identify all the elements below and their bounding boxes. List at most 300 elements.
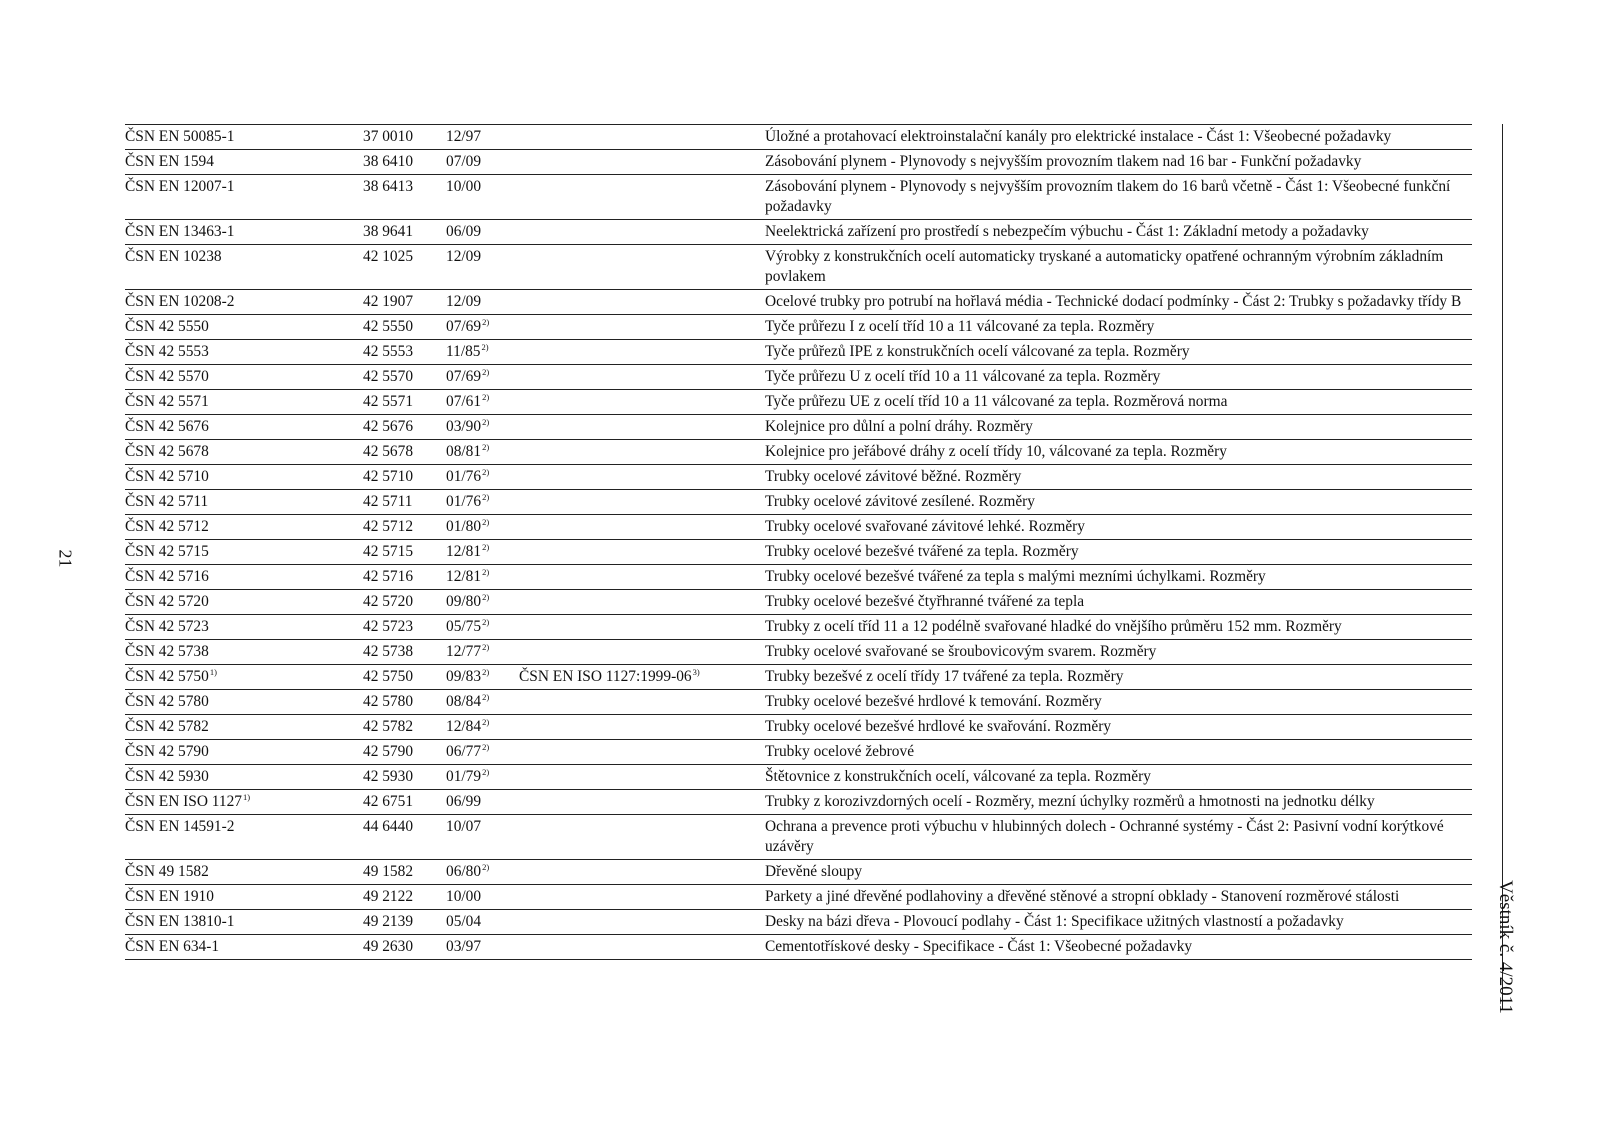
journal-title: Věstník č. 4/2011 <box>1495 880 1516 1014</box>
replaced-by <box>519 590 765 615</box>
footnote-marker: 2) <box>482 317 490 327</box>
standards-table <box>125 124 1472 960</box>
class-number-text: 42 5553 <box>363 343 414 360</box>
issue-date-text: 12/84 <box>446 718 482 735</box>
issue-date-text: 01/80 <box>446 518 482 535</box>
issue-date-text: 12/97 <box>446 128 482 145</box>
footnote-marker: 2) <box>482 467 490 477</box>
class-number-text: 42 1907 <box>363 293 414 310</box>
standard-title <box>765 790 1472 815</box>
standard-title <box>765 815 1472 860</box>
standard-title <box>765 175 1472 220</box>
replaced-by <box>519 365 765 390</box>
footnote-marker: 2) <box>482 742 490 752</box>
table-row <box>125 440 1472 465</box>
standard-code-text: ČSN 42 5790 <box>125 743 209 760</box>
page-number: 21 <box>55 549 76 568</box>
class-number <box>363 390 446 415</box>
standard-code <box>125 815 363 860</box>
standard-title-text: Tyče průřezů IPE z konstrukčních ocelí válcované za tepla. Rozměry <box>765 343 1190 360</box>
issue-date <box>446 365 519 390</box>
class-number-text: 42 5750 <box>363 668 414 685</box>
class-number-text: 38 6413 <box>363 178 414 195</box>
class-number <box>363 885 446 910</box>
standard-code-text: ČSN EN 1594 <box>125 153 214 170</box>
standard-code-text: ČSN EN 13810-1 <box>125 913 235 930</box>
standard-title <box>765 415 1472 440</box>
standard-code-text: ČSN 42 5738 <box>125 643 209 660</box>
table-row <box>125 815 1472 860</box>
footnote-marker: 1) <box>209 667 217 677</box>
class-number-text: 42 5712 <box>363 518 414 535</box>
standard-title-text: Trubky ocelové žebrové <box>765 743 915 760</box>
class-number <box>363 490 446 515</box>
table-row <box>125 590 1472 615</box>
standard-code <box>125 790 363 815</box>
issue-date <box>446 615 519 640</box>
issue-date-text: 12/81 <box>446 568 482 585</box>
replaced-by <box>519 885 765 910</box>
issue-date <box>446 690 519 715</box>
replaced-by <box>519 690 765 715</box>
standard-code-text: ČSN 49 1582 <box>125 863 209 880</box>
footnote-marker: 2) <box>482 542 490 552</box>
class-number-text: 42 6751 <box>363 793 414 810</box>
standard-code <box>125 540 363 565</box>
table-row <box>125 910 1472 935</box>
issue-date <box>446 220 519 245</box>
class-number <box>363 315 446 340</box>
class-number <box>363 935 446 960</box>
standard-title-text: Štětovnice z konstrukčních ocelí, válcované za tepla. Rozměry <box>765 768 1151 785</box>
footnote-marker: 2) <box>482 392 490 402</box>
class-number-text: 42 5676 <box>363 418 414 435</box>
standard-code-text: ČSN EN ISO 1127 <box>125 793 243 810</box>
class-number-text: 42 5711 <box>363 493 413 510</box>
table-row <box>125 565 1472 590</box>
class-number <box>363 740 446 765</box>
standard-title <box>765 665 1472 690</box>
standard-title-text: Zásobování plynem - Plynovody s nejvyšším provozním tlakem do 16 barů včetně - Část 1: Všeobecné funkční požadavky <box>765 178 1451 215</box>
standard-title-text: Výrobky z konstrukčních ocelí automaticky tryskané a automaticky opatřené ochranným výrobním základním povlakem <box>765 248 1444 285</box>
standard-title-text: Trubky ocelové bezešvé hrdlové k temování. Rozměry <box>765 693 1102 710</box>
standard-code <box>125 590 363 615</box>
class-number-text: 42 5550 <box>363 318 414 335</box>
standard-code <box>125 615 363 640</box>
standard-title-text: Tyče průřezu U z ocelí tříd 10 a 11 válcované za tepla. Rozměry <box>765 368 1161 385</box>
standard-title-text: Ocelové trubky pro potrubí na hořlavá média - Technické dodací podmínky - Část 2: Trubky s požadavky třídy B <box>765 293 1462 310</box>
standard-code-text: ČSN 42 5571 <box>125 393 209 410</box>
replaced-by <box>519 415 765 440</box>
replaced-by <box>519 125 765 150</box>
standard-code <box>125 290 363 315</box>
standard-code-text: ČSN EN 13463-1 <box>125 223 235 240</box>
issue-date-text: 10/00 <box>446 888 482 905</box>
issue-date-text: 10/00 <box>446 178 482 195</box>
standard-title-text: Trubky ocelové závitové zesílené. Rozměry <box>765 493 1035 510</box>
footnote-marker: 1) <box>243 792 251 802</box>
class-number-text: 42 1025 <box>363 248 414 265</box>
footnote-marker: 2) <box>482 567 490 577</box>
footnote-marker: 2) <box>482 367 490 377</box>
table-row <box>125 665 1472 690</box>
standards-table-body <box>125 125 1472 960</box>
replaced-by <box>519 290 765 315</box>
issue-date <box>446 540 519 565</box>
table-row <box>125 150 1472 175</box>
issue-date <box>446 340 519 365</box>
standard-code <box>125 340 363 365</box>
standard-code-text: ČSN 42 5710 <box>125 468 209 485</box>
issue-date <box>446 815 519 860</box>
standard-code <box>125 765 363 790</box>
class-number <box>363 615 446 640</box>
issue-date <box>446 715 519 740</box>
issue-date-text: 05/75 <box>446 618 482 635</box>
issue-date-text: 10/07 <box>446 818 482 835</box>
standard-code <box>125 935 363 960</box>
standard-code-text: ČSN EN 634-1 <box>125 938 220 955</box>
class-number-text: 42 5780 <box>363 693 414 710</box>
class-number <box>363 765 446 790</box>
class-number <box>363 640 446 665</box>
standard-title <box>765 315 1472 340</box>
replaced-by <box>519 665 765 690</box>
issue-date <box>446 640 519 665</box>
replaced-by <box>519 715 765 740</box>
replaced-by <box>519 315 765 340</box>
issue-date <box>446 765 519 790</box>
table-row <box>125 715 1472 740</box>
footnote-marker: 2) <box>482 592 490 602</box>
issue-date-text: 05/04 <box>446 913 482 930</box>
standard-title-text: Tyče průřezu I z ocelí tříd 10 a 11 válcované za tepla. Rozměry <box>765 318 1155 335</box>
issue-date <box>446 125 519 150</box>
class-number <box>363 125 446 150</box>
class-number-text: 42 5570 <box>363 368 414 385</box>
replaced-by <box>519 220 765 245</box>
standard-title <box>765 565 1472 590</box>
standard-title <box>765 935 1472 960</box>
class-number-text: 44 6440 <box>363 818 414 835</box>
standard-title <box>765 465 1472 490</box>
table-row <box>125 615 1472 640</box>
standard-code <box>125 665 363 690</box>
class-number-text: 42 5571 <box>363 393 414 410</box>
issue-date <box>446 665 519 690</box>
table-row <box>125 690 1472 715</box>
footnote-marker: 2) <box>481 342 489 352</box>
class-number <box>363 465 446 490</box>
standard-title-text: Cementotřískové desky - Specifikace - Část 1: Všeobecné požadavky <box>765 938 1193 955</box>
standard-title-text: Kolejnice pro důlní a polní dráhy. Rozměry <box>765 418 1033 435</box>
standard-title <box>765 220 1472 245</box>
standard-title-text: Trubky ocelové bezešvé tvářené za tepla s malými mezními úchylkami. Rozměry <box>765 568 1266 585</box>
standard-title <box>765 540 1472 565</box>
issue-date-text: 08/84 <box>446 693 482 710</box>
class-number <box>363 220 446 245</box>
class-number <box>363 415 446 440</box>
table-row <box>125 415 1472 440</box>
standard-title-text: Dřevěné sloupy <box>765 863 863 880</box>
standard-title-text: Parkety a jiné dřevěné podlahoviny a dřevěné stěnové a stropní obklady - Stanovení rozměrové stálosti <box>765 888 1400 905</box>
standard-code <box>125 515 363 540</box>
replaced-by <box>519 490 765 515</box>
standard-title-text: Neelektrická zařízení pro prostředí s nebezpečím výbuchu - Část 1: Základní metody a požadavky <box>765 223 1369 240</box>
standard-title <box>765 290 1472 315</box>
standard-title <box>765 515 1472 540</box>
class-number-text: 42 5723 <box>363 618 414 635</box>
standard-code <box>125 175 363 220</box>
class-number <box>363 790 446 815</box>
class-number <box>363 245 446 290</box>
replaced-by <box>519 465 765 490</box>
class-number-text: 49 2139 <box>363 913 414 930</box>
standard-code-text: ČSN 42 5676 <box>125 418 209 435</box>
standard-code-text: ČSN 42 5715 <box>125 543 209 560</box>
replaced-by <box>519 615 765 640</box>
class-number-text: 42 5790 <box>363 743 414 760</box>
footnote-marker: 2) <box>482 442 490 452</box>
class-number <box>363 340 446 365</box>
issue-date <box>446 885 519 910</box>
class-number <box>363 665 446 690</box>
standard-title <box>765 365 1472 390</box>
class-number <box>363 540 446 565</box>
standard-code-text: ČSN 42 5716 <box>125 568 209 585</box>
table-row <box>125 220 1472 245</box>
footnote-marker: 2) <box>482 767 490 777</box>
standard-title-text: Tyče průřezu UE z ocelí tříd 10 a 11 válcované za tepla. Rozměrová norma <box>765 393 1228 410</box>
class-number-text: 49 2122 <box>363 888 414 905</box>
issue-date-text: 06/09 <box>446 223 482 240</box>
standard-title-text: Trubky ocelové svařované se šroubovicovým svarem. Rozměry <box>765 643 1157 660</box>
footnote-marker: 2) <box>482 617 490 627</box>
standard-title-text: Trubky ocelové závitové běžné. Rozměry <box>765 468 1022 485</box>
table-row <box>125 490 1472 515</box>
standard-code-text: ČSN 42 5750 <box>125 668 209 685</box>
replaced-by <box>519 440 765 465</box>
table-row <box>125 315 1472 340</box>
standard-code <box>125 690 363 715</box>
issue-date-text: 09/80 <box>446 593 482 610</box>
issue-date <box>446 565 519 590</box>
class-number <box>363 290 446 315</box>
issue-date-text: 07/09 <box>446 153 482 170</box>
table-row <box>125 465 1472 490</box>
issue-date-text: 12/81 <box>446 543 482 560</box>
issue-date-text: 01/76 <box>446 468 482 485</box>
standard-title-text: Kolejnice pro jeřábové dráhy z ocelí třídy 10, válcované za tepla. Rozměry <box>765 443 1227 460</box>
class-number-text: 42 5715 <box>363 543 414 560</box>
standard-code-text: ČSN 42 5720 <box>125 593 209 610</box>
issue-date-text: 09/83 <box>446 668 482 685</box>
replaced-by <box>519 390 765 415</box>
standard-code <box>125 885 363 910</box>
class-number <box>363 175 446 220</box>
standard-title-text: Trubky z ocelí tříd 11 a 12 podélně svařované hladké do vnějšího průměru 152 mm. Rozměry <box>765 618 1342 635</box>
issue-date-text: 03/97 <box>446 938 482 955</box>
table-row <box>125 740 1472 765</box>
issue-date-text: 06/99 <box>446 793 482 810</box>
issue-date-text: 12/77 <box>446 643 482 660</box>
class-number <box>363 565 446 590</box>
class-number-text: 37 0010 <box>363 128 414 145</box>
standard-code-text: ČSN 42 5930 <box>125 768 209 785</box>
issue-date <box>446 740 519 765</box>
issue-date <box>446 415 519 440</box>
standard-code <box>125 220 363 245</box>
issue-date-text: 01/76 <box>446 493 482 510</box>
standard-title-text: Trubky ocelové bezešvé hrdlové ke svařování. Rozměry <box>765 718 1112 735</box>
replaced-by-text: ČSN EN ISO 1127:1999-06 <box>519 668 692 685</box>
issue-date <box>446 790 519 815</box>
replaced-by <box>519 765 765 790</box>
class-number <box>363 440 446 465</box>
standard-code-text: ČSN 42 5712 <box>125 518 209 535</box>
issue-date <box>446 935 519 960</box>
replaced-by <box>519 150 765 175</box>
issue-date-text: 06/77 <box>446 743 482 760</box>
standard-code-text: ČSN EN 10208-2 <box>125 293 235 310</box>
standard-code <box>125 390 363 415</box>
standard-title <box>765 690 1472 715</box>
class-number-text: 42 5782 <box>363 718 414 735</box>
table-row <box>125 340 1472 365</box>
standard-title <box>765 490 1472 515</box>
standard-title <box>765 640 1472 665</box>
standard-title <box>765 885 1472 910</box>
issue-date <box>446 465 519 490</box>
issue-date <box>446 390 519 415</box>
footnote-marker: 2) <box>482 517 490 527</box>
issue-date <box>446 175 519 220</box>
standard-code-text: ČSN EN 14591-2 <box>125 818 235 835</box>
standard-title <box>765 125 1472 150</box>
standard-title <box>765 245 1472 290</box>
replaced-by <box>519 790 765 815</box>
replaced-by <box>519 910 765 935</box>
table-row <box>125 245 1472 290</box>
table-row <box>125 790 1472 815</box>
standard-code <box>125 640 363 665</box>
standard-code <box>125 565 363 590</box>
table-row <box>125 515 1472 540</box>
replaced-by <box>519 540 765 565</box>
footnote-marker: 2) <box>482 692 490 702</box>
replaced-by <box>519 860 765 885</box>
standard-code <box>125 415 363 440</box>
table-row <box>125 640 1472 665</box>
class-number <box>363 910 446 935</box>
issue-date <box>446 245 519 290</box>
standard-title <box>765 740 1472 765</box>
class-number-text: 49 1582 <box>363 863 414 880</box>
class-number-text: 38 6410 <box>363 153 414 170</box>
standard-code <box>125 715 363 740</box>
issue-date <box>446 290 519 315</box>
standard-code <box>125 860 363 885</box>
footnote-marker: 2) <box>482 717 490 727</box>
replaced-by <box>519 740 765 765</box>
issue-date-text: 06/80 <box>446 863 482 880</box>
table-row <box>125 125 1472 150</box>
issue-date-text: 07/69 <box>446 368 482 385</box>
standard-code-text: ČSN 42 5782 <box>125 718 209 735</box>
standard-code <box>125 245 363 290</box>
standard-code-text: ČSN EN 50085-1 <box>125 128 235 145</box>
replaced-by <box>519 640 765 665</box>
class-number-text: 49 2630 <box>363 938 414 955</box>
standard-title <box>765 390 1472 415</box>
issue-date <box>446 910 519 935</box>
footnote-marker: 2) <box>482 417 490 427</box>
standard-code-text: ČSN 42 5711 <box>125 493 209 510</box>
standard-title-text: Úložné a protahovací elektroinstalační kanály pro elektrické instalace - Část 1: Všeobecné požadavky <box>765 128 1392 145</box>
standard-code-text: ČSN 42 5553 <box>125 343 209 360</box>
class-number <box>363 150 446 175</box>
issue-date-text: 03/90 <box>446 418 482 435</box>
class-number-text: 42 5710 <box>363 468 414 485</box>
standard-code-text: ČSN 42 5723 <box>125 618 209 635</box>
footnote-marker: 2) <box>482 642 490 652</box>
replaced-by <box>519 515 765 540</box>
replaced-by <box>519 565 765 590</box>
replaced-by <box>519 175 765 220</box>
standard-title-text: Trubky ocelové bezešvé čtyřhranné tvářené za tepla <box>765 593 1085 610</box>
standard-code <box>125 150 363 175</box>
standard-title-text: Trubky z korozivzdorných ocelí - Rozměry, mezní úchylky rozměrů a hmotnosti na jednotku délky <box>765 793 1375 810</box>
table-row <box>125 290 1472 315</box>
issue-date <box>446 150 519 175</box>
standard-title-text: Zásobování plynem - Plynovody s nejvyšším provozním tlakem nad 16 bar - Funkční požadavky <box>765 153 1362 170</box>
standard-title <box>765 715 1472 740</box>
standard-title-text: Desky na bázi dřeva - Plovoucí podlahy - Část 1: Specifikace užitných vlastností a požadavky <box>765 913 1344 930</box>
footnote-marker: 2) <box>482 492 490 502</box>
class-number-text: 42 5678 <box>363 443 414 460</box>
class-number-text: 42 5738 <box>363 643 414 660</box>
issue-date <box>446 490 519 515</box>
class-number <box>363 365 446 390</box>
class-number <box>363 690 446 715</box>
replaced-by <box>519 935 765 960</box>
standard-code <box>125 465 363 490</box>
table-row <box>125 175 1472 220</box>
table-row <box>125 885 1472 910</box>
class-number <box>363 515 446 540</box>
issue-date-text: 12/09 <box>446 248 482 265</box>
table-row <box>125 765 1472 790</box>
standard-code-text: ČSN 42 5570 <box>125 368 209 385</box>
class-number-text: 42 5716 <box>363 568 414 585</box>
issue-date <box>446 315 519 340</box>
footnote-marker: 2) <box>482 862 490 872</box>
standard-title-text: Trubky bezešvé z ocelí třídy 17 tvářené za tepla. Rozměry <box>765 668 1124 685</box>
issue-date-text: 08/81 <box>446 443 482 460</box>
issue-date <box>446 515 519 540</box>
table-row <box>125 365 1472 390</box>
standard-title <box>765 150 1472 175</box>
standard-title-text: Trubky ocelové bezešvé tvářené za tepla. Rozměry <box>765 543 1079 560</box>
standard-code-text: ČSN EN 12007-1 <box>125 178 235 195</box>
footnote-marker: 2) <box>482 667 490 677</box>
standard-title <box>765 910 1472 935</box>
standard-title <box>765 615 1472 640</box>
standard-code <box>125 740 363 765</box>
class-number <box>363 590 446 615</box>
replaced-by <box>519 815 765 860</box>
table-row <box>125 935 1472 960</box>
